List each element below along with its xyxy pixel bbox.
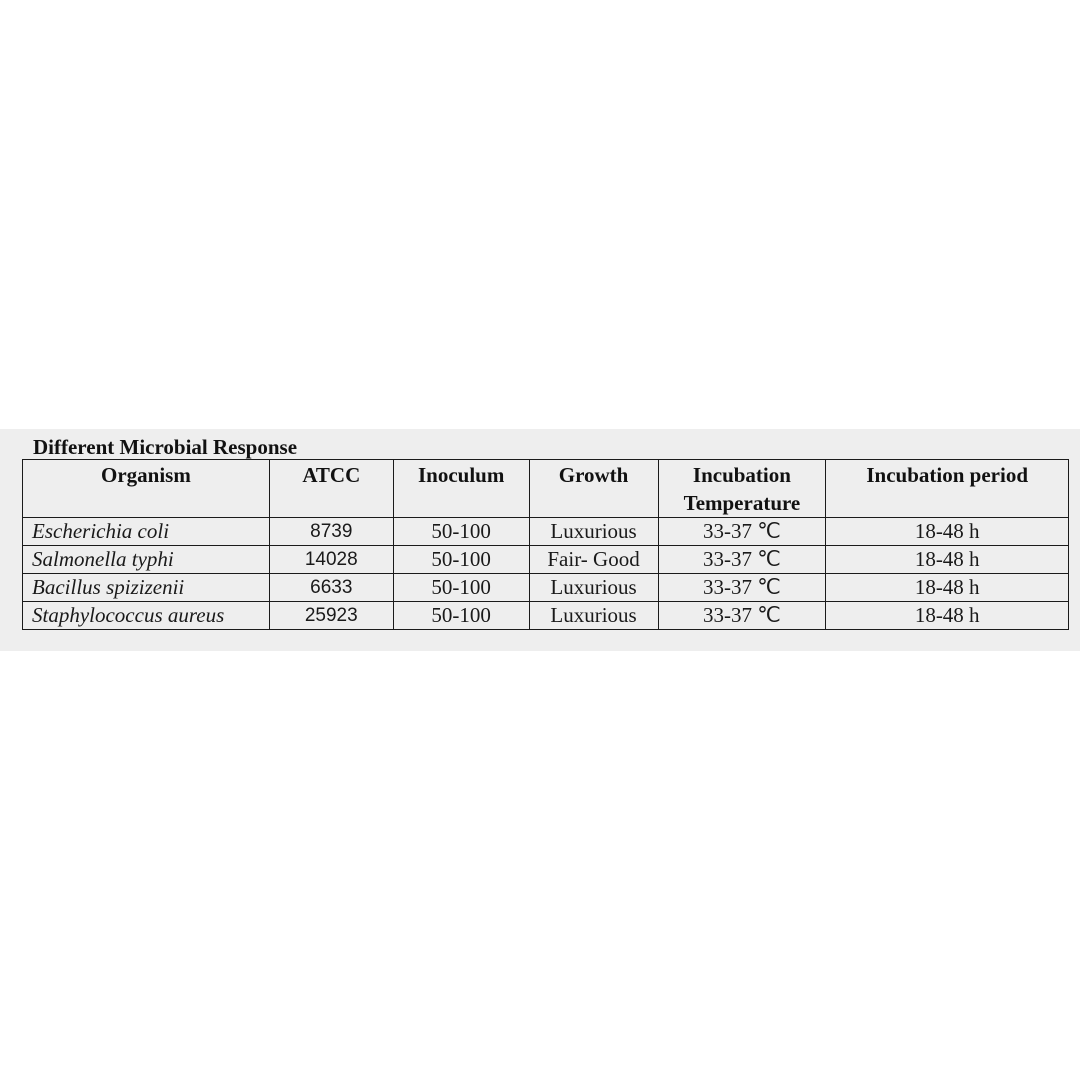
cell-growth: Fair- Good [529,546,658,574]
table-row [23,574,1069,602]
table-row [23,602,1069,630]
header-incubation-temperature [658,460,826,518]
cell-inoculum: 50-100 [393,518,529,546]
table-row [23,546,1069,574]
cell-organism: Escherichia coli [23,518,270,546]
cell-inoculum: 50-100 [393,546,529,574]
cell-organism: Bacillus spizizenii [23,574,270,602]
cell-atcc: 8739 [269,518,393,546]
cell-period: 18-48 h [826,574,1069,602]
cell-atcc: 6633 [269,574,393,602]
cell-organism: Staphylococcus aureus [23,602,270,630]
cell-temperature: 33-37 ℃ [658,546,826,574]
cell-period: 18-48 h [826,602,1069,630]
header-temperature-line1: Incubation [692,463,791,487]
header-growth: Growth [529,460,658,518]
cell-atcc: 14028 [269,546,393,574]
header-inoculum: Inoculum [393,460,529,518]
cell-atcc: 25923 [269,602,393,630]
cell-temperature: 33-37 ℃ [658,602,826,630]
cell-inoculum: 50-100 [393,574,529,602]
header-row [23,460,1069,518]
cell-temperature: 33-37 ℃ [658,518,826,546]
cell-temperature: 33-37 ℃ [658,574,826,602]
header-incubation-period: Incubation period [826,460,1069,518]
header-temperature-line2: Temperature [683,491,801,515]
microbial-response-table [22,459,1069,630]
header-organism: Organism [23,460,270,518]
cell-inoculum: 50-100 [393,602,529,630]
cell-period: 18-48 h [826,546,1069,574]
cell-growth: Luxurious [529,602,658,630]
cell-growth: Luxurious [529,518,658,546]
cell-period: 18-48 h [826,518,1069,546]
table-row [23,518,1069,546]
header-atcc: ATCC [269,460,393,518]
cell-organism: Salmonella typhi [23,546,270,574]
cell-growth: Luxurious [529,574,658,602]
table-caption: Different Microbial Response [33,435,298,459]
